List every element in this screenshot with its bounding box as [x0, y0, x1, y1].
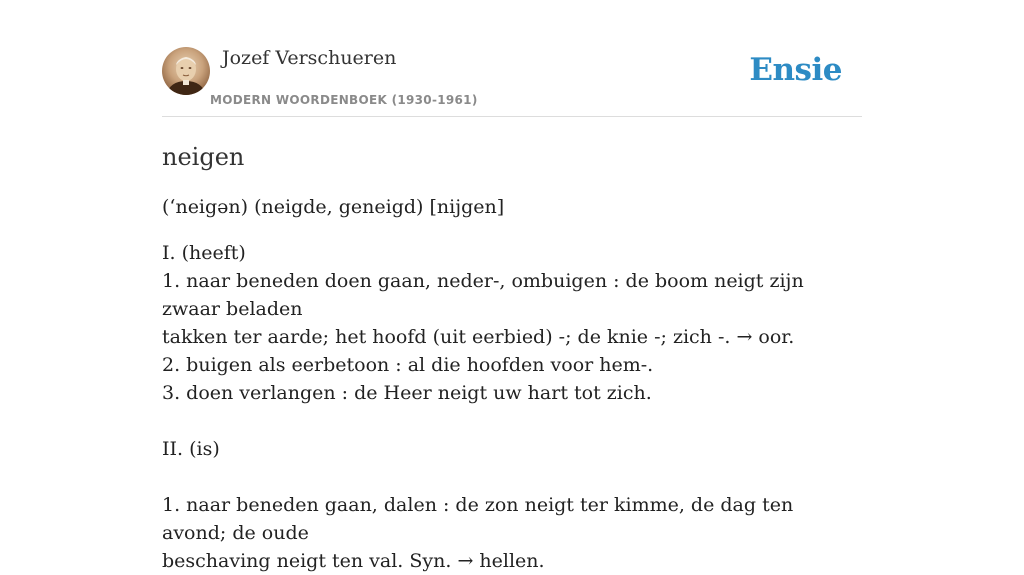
- author-avatar[interactable]: [162, 47, 210, 95]
- definition-line: I. (heeft): [162, 242, 246, 264]
- header: [162, 0, 862, 117]
- source-label[interactable]: MODERN WOORDENBOEK (1930-1961): [210, 93, 478, 107]
- entry-title: neigen: [162, 143, 245, 171]
- definition-line: 1. naar beneden gaan, dalen : de zon neigt ter kimme, de dag ten avond; de oude: [162, 494, 794, 544]
- definition-line: [162, 463, 862, 491]
- definition-line: 3. doen verlangen : de Heer neigt uw hart tot zich.: [162, 382, 652, 404]
- page: [162, 0, 862, 575]
- definition-line: beschaving neigt ten val. Syn. → hellen.: [162, 550, 545, 572]
- definition-line: 2. buigen als eerbetoon : al die hoofden voor hem-.: [162, 354, 654, 376]
- definition-line: takken ter aarde; het hoofd (uit eerbied) -; de knie -; zich -. → oor.: [162, 326, 795, 348]
- entry-definition: [162, 239, 862, 575]
- author-name[interactable]: Jozef Verschueren: [222, 47, 397, 69]
- definition-line: II. (is): [162, 438, 220, 460]
- definition-line: [162, 407, 862, 435]
- portrait-icon: [162, 47, 210, 95]
- ensie-logo[interactable]: Ensie: [749, 52, 842, 88]
- definition-line: 1. naar beneden doen gaan, neder-, ombuigen : de boom neigt zijn zwaar beladen: [162, 270, 804, 320]
- entry-pronunciation: (‘neigən) (neigde, geneigd) [nijgen]: [162, 196, 505, 218]
